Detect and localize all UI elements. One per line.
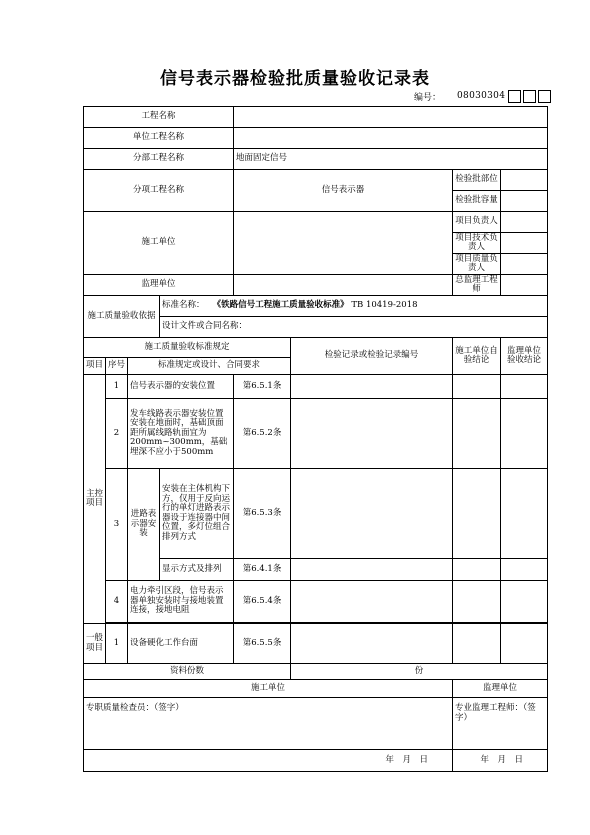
main-item-self-check[interactable] — [453, 581, 501, 623]
main-item-self-check[interactable] — [453, 375, 501, 399]
supervision-unit-value[interactable] — [234, 275, 453, 296]
main-item-clause: 第6.4.1条 — [234, 559, 291, 581]
main-items-label: 主控项目 — [84, 375, 106, 624]
construction-unit-value[interactable] — [234, 212, 453, 275]
record-header: 检验记录或检验记录编号 — [291, 338, 453, 375]
documents-count-label: 资料份数 — [84, 664, 291, 680]
batch-capacity-label: 检验批容量 — [453, 191, 501, 212]
unit-project-name-label: 单位工程名称 — [84, 128, 234, 149]
batch-part-label: 检验批部位 — [453, 170, 501, 191]
construction-unit-sign-header: 施工单位 — [84, 680, 453, 698]
main-item-requirement: 显示方式及排列 — [160, 559, 234, 581]
construction-sign-date[interactable]: 年 月 日 — [84, 750, 453, 772]
supervision-signer[interactable]: 专业监理工程师：（签字） — [453, 698, 548, 750]
main-item-record[interactable] — [291, 469, 453, 559]
main-item-clause: 第6.5.3条 — [234, 469, 291, 559]
general-item-record[interactable] — [291, 624, 453, 664]
chief-engineer-value[interactable] — [501, 275, 548, 296]
standard-code: TB 10419-2018 — [351, 300, 418, 311]
main-item-supervision[interactable] — [501, 581, 548, 623]
general-item-requirement: 设备硬化工作台面 — [128, 624, 234, 664]
quality-manager-label: 项目质量负责人 — [453, 254, 501, 275]
main-item-seq: 3 — [106, 469, 128, 581]
standard-value: 《铁路信号工程施工质量验收标准》 — [212, 300, 349, 311]
general-item-self-check[interactable] — [453, 624, 501, 664]
main-item-record[interactable] — [291, 581, 453, 623]
tech-manager-value[interactable] — [501, 233, 548, 254]
general-items-label: 一般项目 — [84, 624, 106, 664]
chief-engineer-label: 总监理工程师 — [453, 275, 501, 296]
supervision-conclusion-header: 监理单位验收结论 — [501, 338, 548, 375]
code-box-2[interactable] — [523, 90, 536, 103]
code-box-1[interactable] — [508, 90, 521, 103]
project-name-value[interactable] — [234, 107, 548, 128]
documents-count-unit[interactable]: 份 — [291, 664, 548, 680]
self-check-header: 施工单位自验结论 — [453, 338, 501, 375]
main-item-self-check[interactable] — [453, 469, 501, 559]
project-manager-label: 项目负责人 — [453, 212, 501, 233]
supervision-unit-label: 监理单位 — [84, 275, 234, 296]
code-label: 编号： — [414, 92, 442, 103]
main-item-requirement: 发车线路表示器安装位置安装在地面时，基础顶面距所属线路轨面宜为200mm~300mm，基础埋深不应小于500mm — [128, 399, 234, 469]
main-item-self-check[interactable] — [453, 399, 501, 469]
unit-project-name-value[interactable] — [234, 128, 548, 149]
page-title: 信号表示器检验批质量验收记录表 — [160, 69, 430, 89]
main-item-record[interactable] — [291, 375, 453, 399]
standard-name — [160, 296, 548, 317]
general-item-supervision[interactable] — [501, 624, 548, 664]
main-item-supervision[interactable] — [501, 559, 548, 581]
construction-unit-label: 施工单位 — [84, 212, 234, 275]
project-manager-value[interactable] — [501, 212, 548, 233]
main-item-self-check[interactable] — [453, 559, 501, 581]
design-file-label[interactable]: 设计文件或合同名称： — [160, 317, 548, 338]
main-item-clause: 第6.5.4条 — [234, 581, 291, 623]
form-code — [414, 88, 553, 104]
quality-manager-value[interactable] — [501, 254, 548, 275]
main-item-clause: 第6.5.1条 — [234, 375, 291, 399]
supervision-sign-date[interactable]: 年 月 日 — [453, 750, 548, 772]
item-project-name-value[interactable]: 信号表示器 — [234, 170, 453, 212]
main-item-seq: 4 — [106, 581, 128, 623]
item-header: 项目 — [84, 358, 106, 375]
main-item-record[interactable] — [291, 559, 453, 581]
main-item-requirement: 信号表示器的安装位置 — [128, 375, 234, 399]
construction-signer[interactable]: 专职质量检查员：（签字） — [84, 698, 453, 750]
main-item-requirement: 安装在主体机构下方，仅用于反向运行的单灯进路表示器设于连接器中间位置，多灯位组合排列方式 — [160, 469, 234, 559]
main-item-subtitle: 进路表示器安装 — [128, 469, 160, 581]
code-box-3[interactable] — [538, 90, 551, 103]
seq-header: 序号 — [106, 358, 128, 375]
batch-part-value[interactable] — [501, 170, 548, 191]
code-value: 08030304 — [457, 91, 506, 101]
standard-label: 标准名称： — [162, 300, 205, 311]
general-item-seq: 1 — [106, 624, 128, 664]
project-name-label: 工程名称 — [84, 107, 234, 128]
main-item-supervision[interactable] — [501, 399, 548, 469]
general-item-clause: 第6.5.5条 — [234, 624, 291, 664]
main-item-clause: 第6.5.2条 — [234, 399, 291, 469]
acceptance-table — [83, 106, 548, 772]
spec-header: 施工质量验收标准规定 — [84, 338, 291, 358]
main-item-record[interactable] — [291, 399, 453, 469]
batch-capacity-value[interactable] — [501, 191, 548, 212]
supervision-unit-sign-header: 监理单位 — [453, 680, 548, 698]
requirement-header: 标准规定或设计、合同要求 — [128, 358, 291, 375]
item-project-name-label: 分项工程名称 — [84, 170, 234, 212]
tech-manager-label: 项目技术负责人 — [453, 233, 501, 254]
main-item-requirement: 电力牵引区段，信号表示器单独安装时与接地装置连接，接地电阻 — [128, 581, 234, 623]
sub-project-name-label: 分部工程名称 — [84, 149, 234, 170]
sub-project-name-value[interactable]: 地面固定信号 — [234, 149, 548, 170]
main-item-supervision[interactable] — [501, 469, 548, 559]
main-item-seq: 2 — [106, 399, 128, 469]
main-item-seq: 1 — [106, 375, 128, 399]
main-item-supervision[interactable] — [501, 375, 548, 399]
acceptance-basis-label: 施工质量验收依据 — [84, 296, 160, 338]
